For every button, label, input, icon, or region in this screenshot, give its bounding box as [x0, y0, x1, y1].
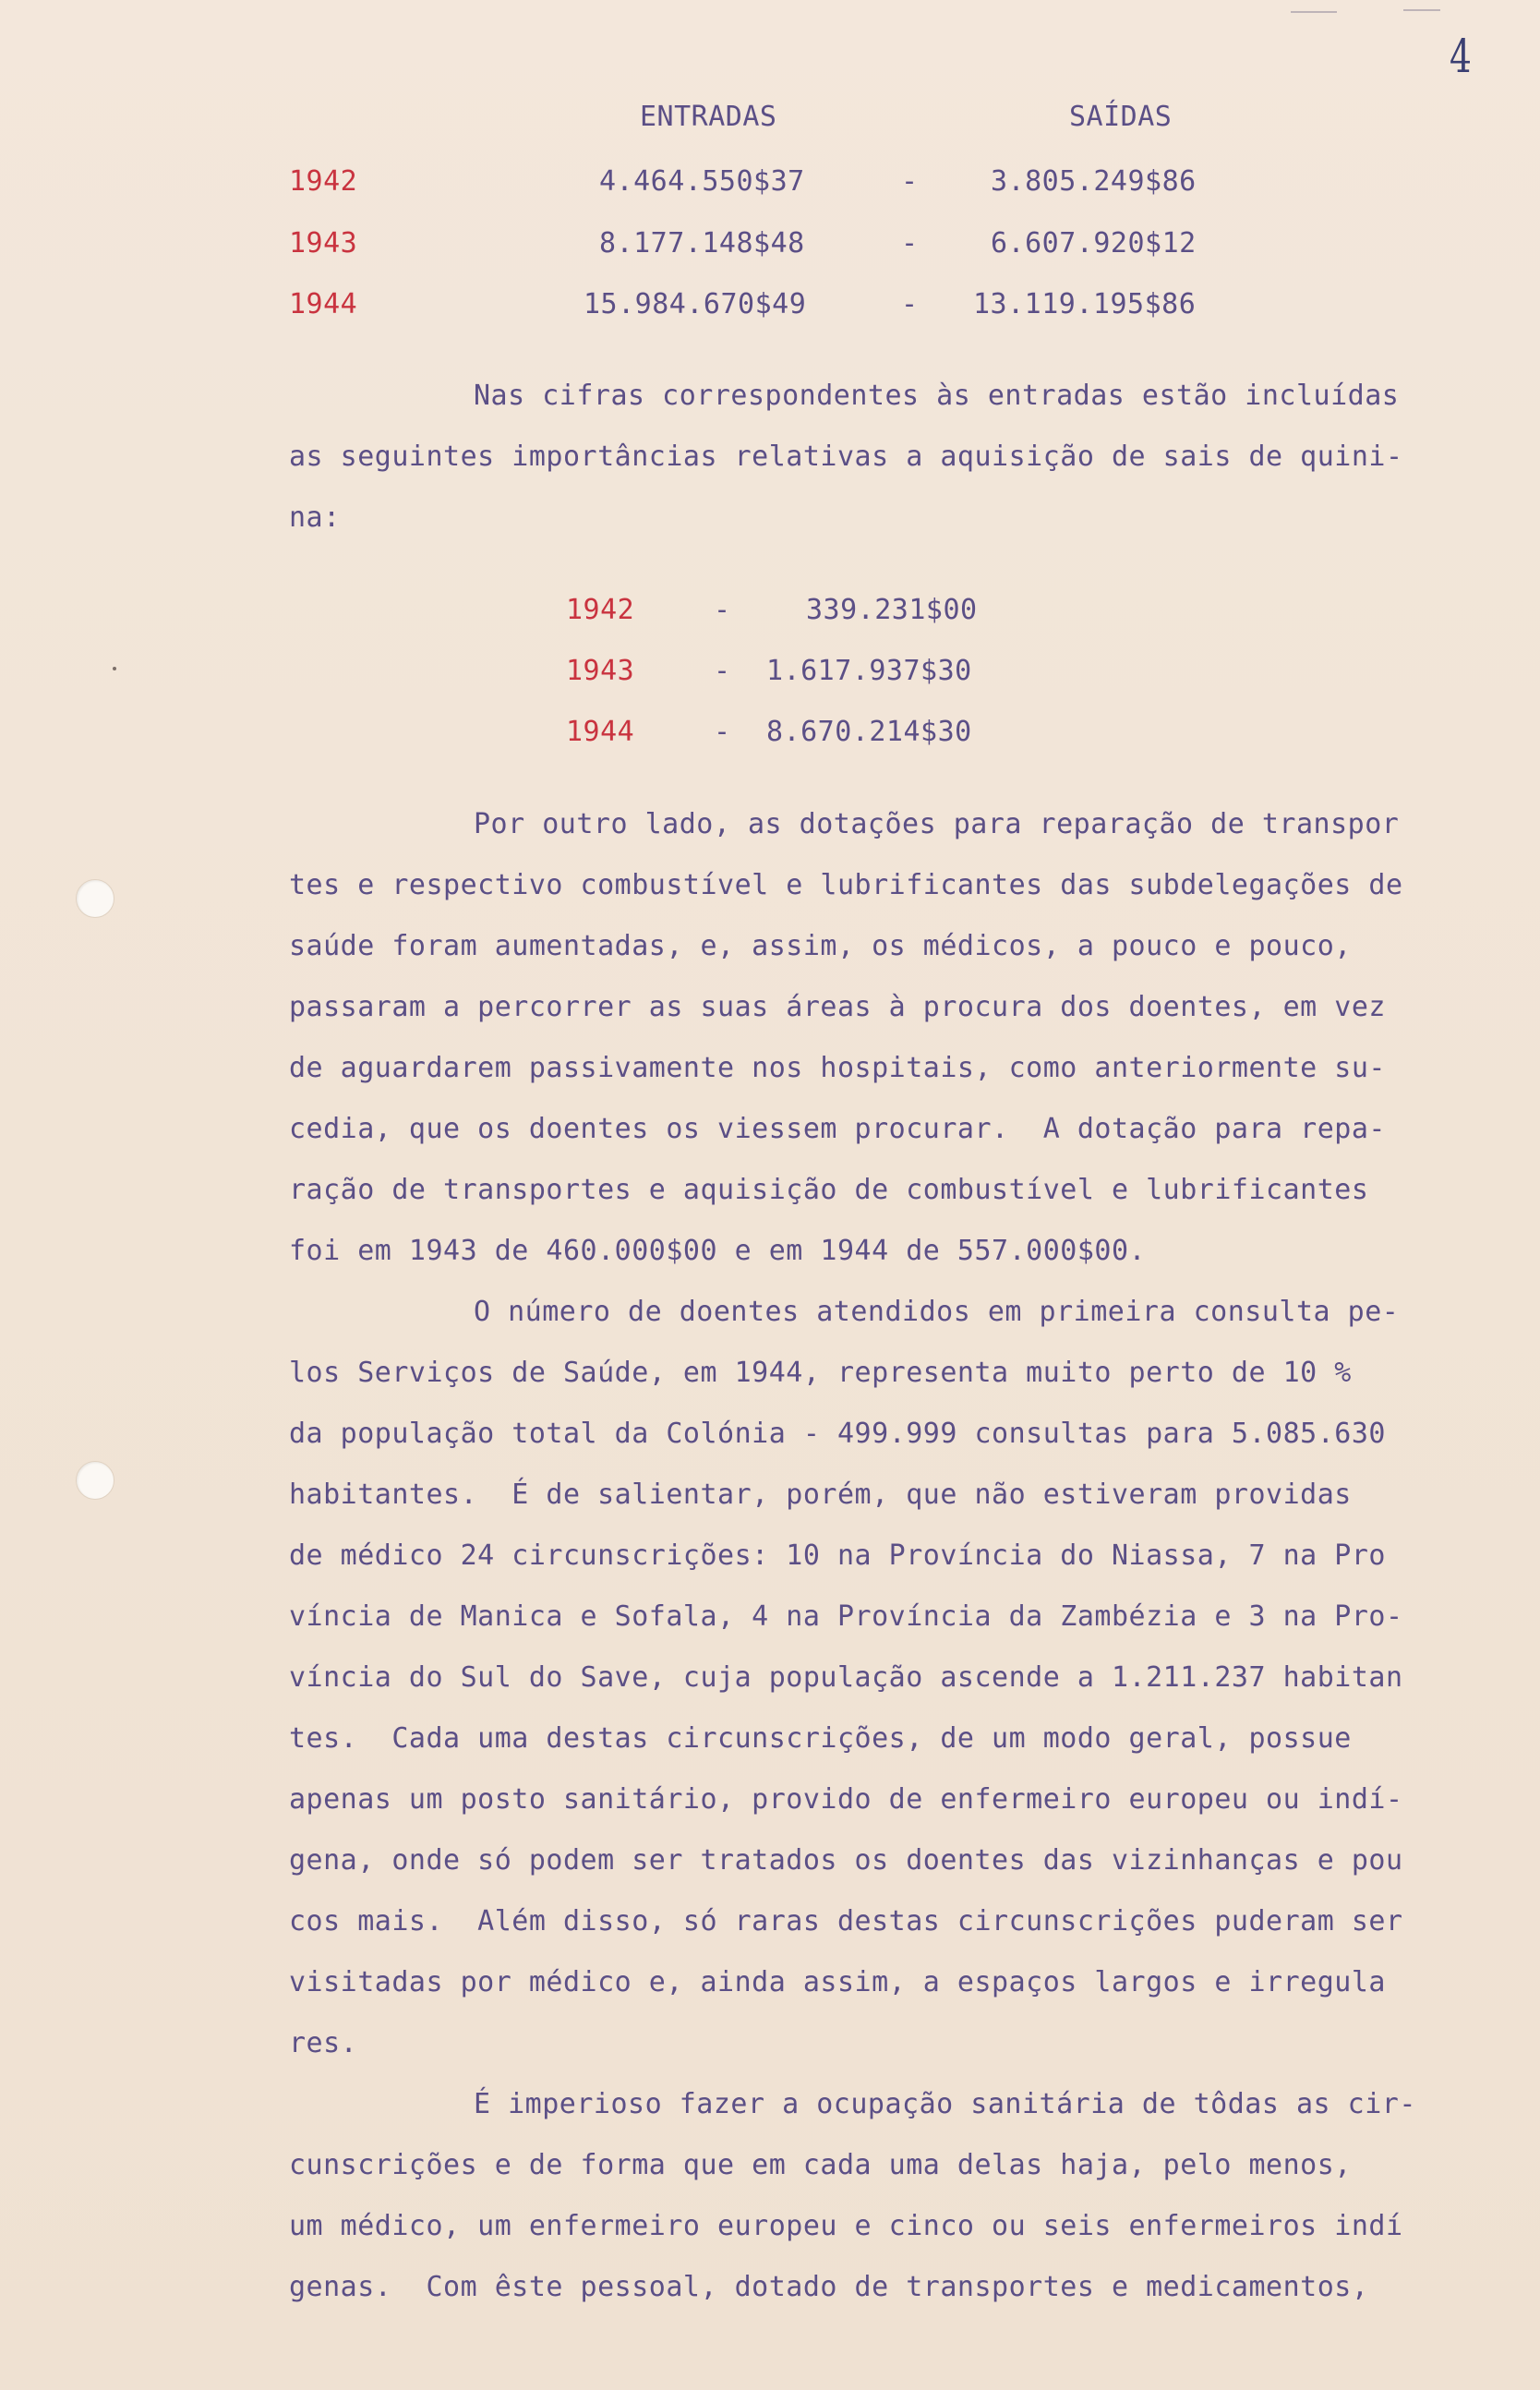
text-line: Nas cifras correspondentes às entradas estão incluídas	[474, 380, 1400, 412]
text-line: de médico 24 circunscrições: 10 na Província do Niassa, 7 na Pro	[289, 1539, 1386, 1572]
quinine-dash: -	[714, 655, 731, 687]
text-line: as seguintes importâncias relativas a aquisição de sais de quini-	[289, 441, 1403, 473]
text-line: de aguardarem passivamente nos hospitais, como anteriormente su-	[289, 1052, 1386, 1084]
text-line: genas. Com êste pessoal, dotado de transportes e medicamentos,	[289, 2271, 1369, 2303]
text-line: tes e respectivo combustível e lubrificantes das subdelegações de	[289, 869, 1403, 901]
text-line: res.	[289, 2027, 358, 2059]
table-entradas-value: 4.464.550$37	[599, 165, 805, 198]
text-line: tes. Cada uma destas circunscrições, de um modo geral, possue	[289, 1722, 1352, 1755]
text-line: los Serviços de Saúde, em 1944, representa muito perto de 10 %	[289, 1357, 1352, 1389]
table-dash: -	[901, 227, 919, 260]
quinine-value: 339.231$00	[806, 594, 978, 626]
quinine-value: 1.617.937$30	[766, 655, 972, 687]
table-saidas-value: 3.805.249$86	[991, 165, 1197, 198]
ink-mark	[1291, 11, 1337, 13]
text-line: apenas um posto sanitário, provido de enfermeiro europeu ou indí-	[289, 1783, 1403, 1816]
table-entradas-value: 8.177.148$48	[599, 227, 805, 260]
table-dash: -	[901, 288, 919, 320]
text-line: É imperioso fazer a ocupação sanitária de tôdas as cir-	[474, 2088, 1416, 2120]
table-year: 1944	[289, 288, 358, 320]
table-entradas-value: 15.984.670$49	[584, 288, 807, 320]
table-dash: -	[901, 165, 919, 198]
header-saidas: SAÍDAS	[1069, 101, 1173, 133]
table-saidas-value: 13.119.195$86	[973, 288, 1197, 320]
text-line: O número de doentes atendidos em primeira consulta pe-	[474, 1296, 1400, 1328]
text-line: da população total da Colónia - 499.999 consultas para 5.085.630	[289, 1418, 1386, 1450]
text-line: habitantes. É de salientar, porém, que não estiveram providas	[289, 1479, 1352, 1511]
quinine-value: 8.670.214$30	[766, 716, 972, 748]
text-line: cunscrições e de forma que em cada uma delas haja, pelo menos,	[289, 2149, 1352, 2181]
text-line: cedia, que os doentes os viessem procurar. A dotação para repa-	[289, 1113, 1386, 1145]
ink-mark	[1403, 9, 1440, 11]
table-year: 1943	[289, 227, 358, 260]
header-entradas: ENTRADAS	[640, 101, 777, 133]
quinine-dash: -	[714, 716, 731, 748]
binder-hole-top	[76, 879, 114, 918]
quinine-year: 1942	[566, 594, 635, 626]
text-line: um médico, um enfermeiro europeu e cinco ou seis enfermeiros indí	[289, 2210, 1403, 2242]
text-line: gena, onde só podem ser tratados os doentes das vizinhanças e pou	[289, 1844, 1403, 1877]
text-line: ração de transportes e aquisição de combustível e lubrificantes	[289, 1174, 1369, 1206]
table-year: 1942	[289, 165, 358, 198]
text-line: foi em 1943 de 460.000$00 e em 1944 de 557.000$00.	[289, 1235, 1147, 1267]
text-line: visitadas por médico e, ainda assim, a espaços largos e irregula	[289, 1966, 1386, 1998]
page-number: 4	[1449, 30, 1472, 83]
table-saidas-value: 6.607.920$12	[991, 227, 1197, 260]
binder-hole-bottom	[76, 1461, 114, 1500]
quinine-dash: -	[714, 594, 731, 626]
text-line: saúde foram aumentadas, e, assim, os médicos, a pouco e pouco,	[289, 930, 1352, 962]
text-line: passaram a percorrer as suas áreas à procura dos doentes, em vez	[289, 991, 1386, 1023]
text-line: cos mais. Além disso, só raras destas circunscrições puderam ser	[289, 1905, 1403, 1937]
text-line: víncia do Sul do Save, cuja população ascende a 1.211.237 habitan	[289, 1661, 1403, 1694]
quinine-year: 1943	[566, 655, 635, 687]
text-line: víncia de Manica e Sofala, 4 na Província da Zambézia e 3 na Pro-	[289, 1600, 1403, 1633]
quinine-year: 1944	[566, 716, 635, 748]
text-line: na:	[289, 501, 341, 534]
ink-speck	[113, 667, 116, 670]
text-line: Por outro lado, as dotações para reparação de transpor	[474, 808, 1400, 840]
